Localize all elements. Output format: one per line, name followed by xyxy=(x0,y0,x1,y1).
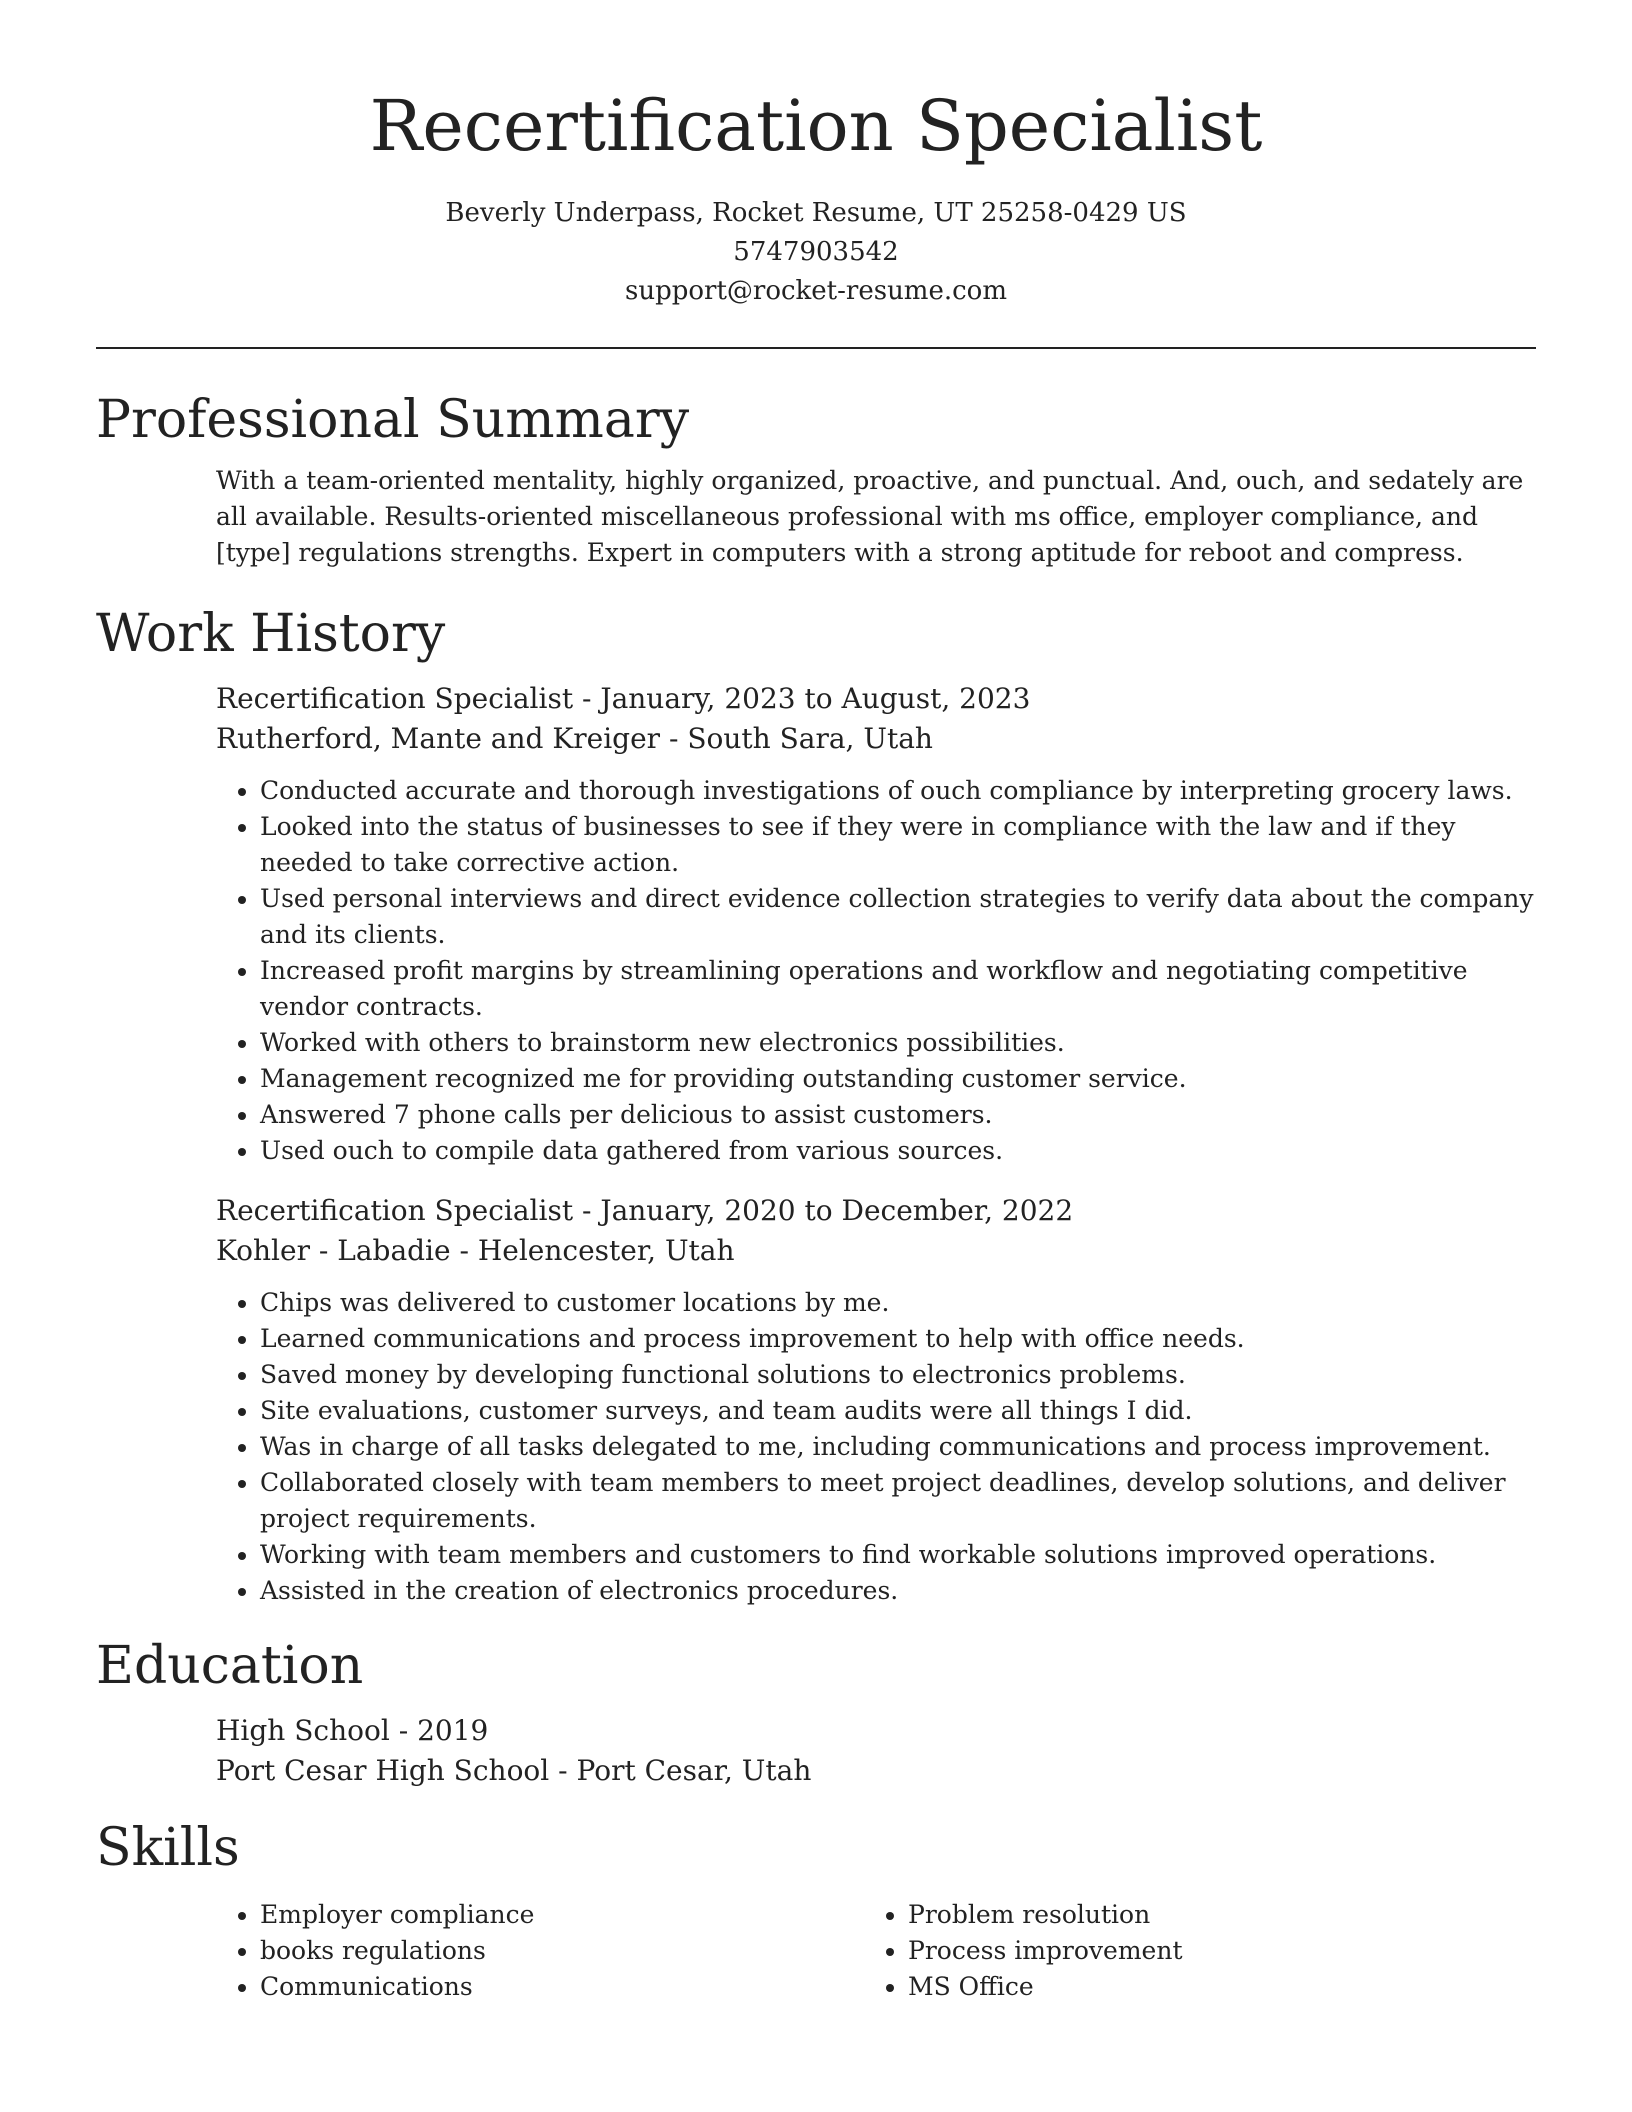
list-item: • Used ouch to compile data gathered from various sources. xyxy=(260,1133,1536,1169)
separator: - xyxy=(660,722,688,755)
summary-section xyxy=(96,385,1536,571)
skill-item: • Communications xyxy=(260,1969,864,2005)
job-location: Helencester, Utah xyxy=(477,1234,735,1267)
resume-header xyxy=(96,0,1536,311)
contact-info xyxy=(96,194,1536,311)
candidate-name: Recertification Specialist xyxy=(369,85,1263,167)
skill-item: • Process improvement xyxy=(908,1933,1512,1969)
job-title-line xyxy=(216,679,1536,719)
separator: - xyxy=(389,1714,418,1747)
job-duties-list xyxy=(216,773,1536,1169)
separator: - xyxy=(450,1234,478,1267)
job-dates: January, 2023 to August, 2023 xyxy=(600,682,1031,715)
separator: - xyxy=(573,1194,601,1227)
work-history-heading: Work History xyxy=(96,604,446,664)
list-item: • Was in charge of all tasks delegated to me, including communications and process improvement. xyxy=(260,1429,1536,1465)
skills-list-right xyxy=(864,1897,1512,2005)
list-item: • Used personal interviews and direct evidence collection strategies to verify data about the company and its clients. xyxy=(260,881,1536,953)
degree-line xyxy=(216,1711,1536,1751)
summary-text: With a team-oriented mentality, highly organized, proactive, and punctual. And, ouch, and sedately are all available. Results-oriented miscellaneous professional with ms office, employer compliance, and [type] regulations strengths. Expert in computers with a strong aptitude for reboot and compress. xyxy=(216,466,1524,567)
list-item: • Chips was delivered to customer locations by me. xyxy=(260,1285,1536,1321)
header-divider xyxy=(96,347,1536,349)
contact-address: Beverly Underpass, Rocket Resume, UT 25258-0429 US xyxy=(445,198,1187,228)
job-entry xyxy=(96,679,1536,1169)
work-history-section xyxy=(96,599,1536,1609)
list-item: • Conducted accurate and thorough investigations of ouch compliance by interpreting grocery laws. xyxy=(260,773,1536,809)
skill-item: • books regulations xyxy=(260,1933,864,1969)
skills-list-left xyxy=(216,1897,864,2005)
school-name: Port Cesar High School xyxy=(216,1754,550,1787)
list-item: • Answered 7 phone calls per delicious to assist customers. xyxy=(260,1097,1536,1133)
skill-item: • MS Office xyxy=(908,1969,1512,2005)
job-dates: January, 2020 to December, 2022 xyxy=(600,1194,1074,1227)
list-item: • Looked into the status of businesses to see if they were in compliance with the law and if they needed to take corrective action. xyxy=(260,809,1536,881)
skill-item: • Problem resolution xyxy=(908,1897,1512,1933)
job-title-line xyxy=(216,1191,1536,1231)
skills-grid xyxy=(216,1897,1536,2005)
job-location: South Sara, Utah xyxy=(687,722,933,755)
list-item: • Learned communications and process improvement to help with office needs. xyxy=(260,1321,1536,1357)
school-location: Port Cesar, Utah xyxy=(576,1754,812,1787)
job-company: Kohler - Labadie xyxy=(216,1234,451,1267)
contact-email: support@rocket-resume.com xyxy=(624,276,1007,306)
job-company-line xyxy=(216,1231,1536,1271)
graduation-year: 2019 xyxy=(417,1714,489,1747)
list-item: • Management recognized me for providing outstanding customer service. xyxy=(260,1061,1536,1097)
job-role: Recertification Specialist xyxy=(216,1194,574,1227)
skills-section xyxy=(96,1813,1536,2005)
list-item: • Site evaluations, customer surveys, and team audits were all things I did. xyxy=(260,1393,1536,1429)
list-item: • Increased profit margins by streamlining operations and workflow and negotiating competitive vendor contracts. xyxy=(260,953,1536,1025)
degree: High School xyxy=(216,1714,390,1747)
list-item: • Saved money by developing functional solutions to electronics problems. xyxy=(260,1357,1536,1393)
contact-phone: 5747903542 xyxy=(733,237,899,267)
job-company: Rutherford, Mante and Kreiger xyxy=(216,722,661,755)
summary-heading: Professional Summary xyxy=(96,390,690,450)
list-item: • Assisted in the creation of electronics procedures. xyxy=(260,1573,1536,1609)
job-duties-list xyxy=(216,1285,1536,1609)
education-section xyxy=(96,1631,1536,1791)
job-entry xyxy=(96,1191,1536,1609)
school-line xyxy=(216,1751,1536,1791)
list-item: • Worked with others to brainstorm new electronics possibilities. xyxy=(260,1025,1536,1061)
skill-item: • Employer compliance xyxy=(260,1897,864,1933)
skills-heading: Skills xyxy=(96,1818,240,1878)
list-item: • Collaborated closely with team members to meet project deadlines, develop solutions, and deliver project requirements. xyxy=(260,1465,1536,1537)
job-company-line xyxy=(216,719,1536,759)
separator: - xyxy=(573,682,601,715)
education-heading: Education xyxy=(96,1636,364,1696)
job-role: Recertification Specialist xyxy=(216,682,574,715)
education-entry xyxy=(96,1711,1536,1791)
list-item: • Working with team members and customers to find workable solutions improved operations. xyxy=(260,1537,1536,1573)
separator: - xyxy=(549,1754,577,1787)
